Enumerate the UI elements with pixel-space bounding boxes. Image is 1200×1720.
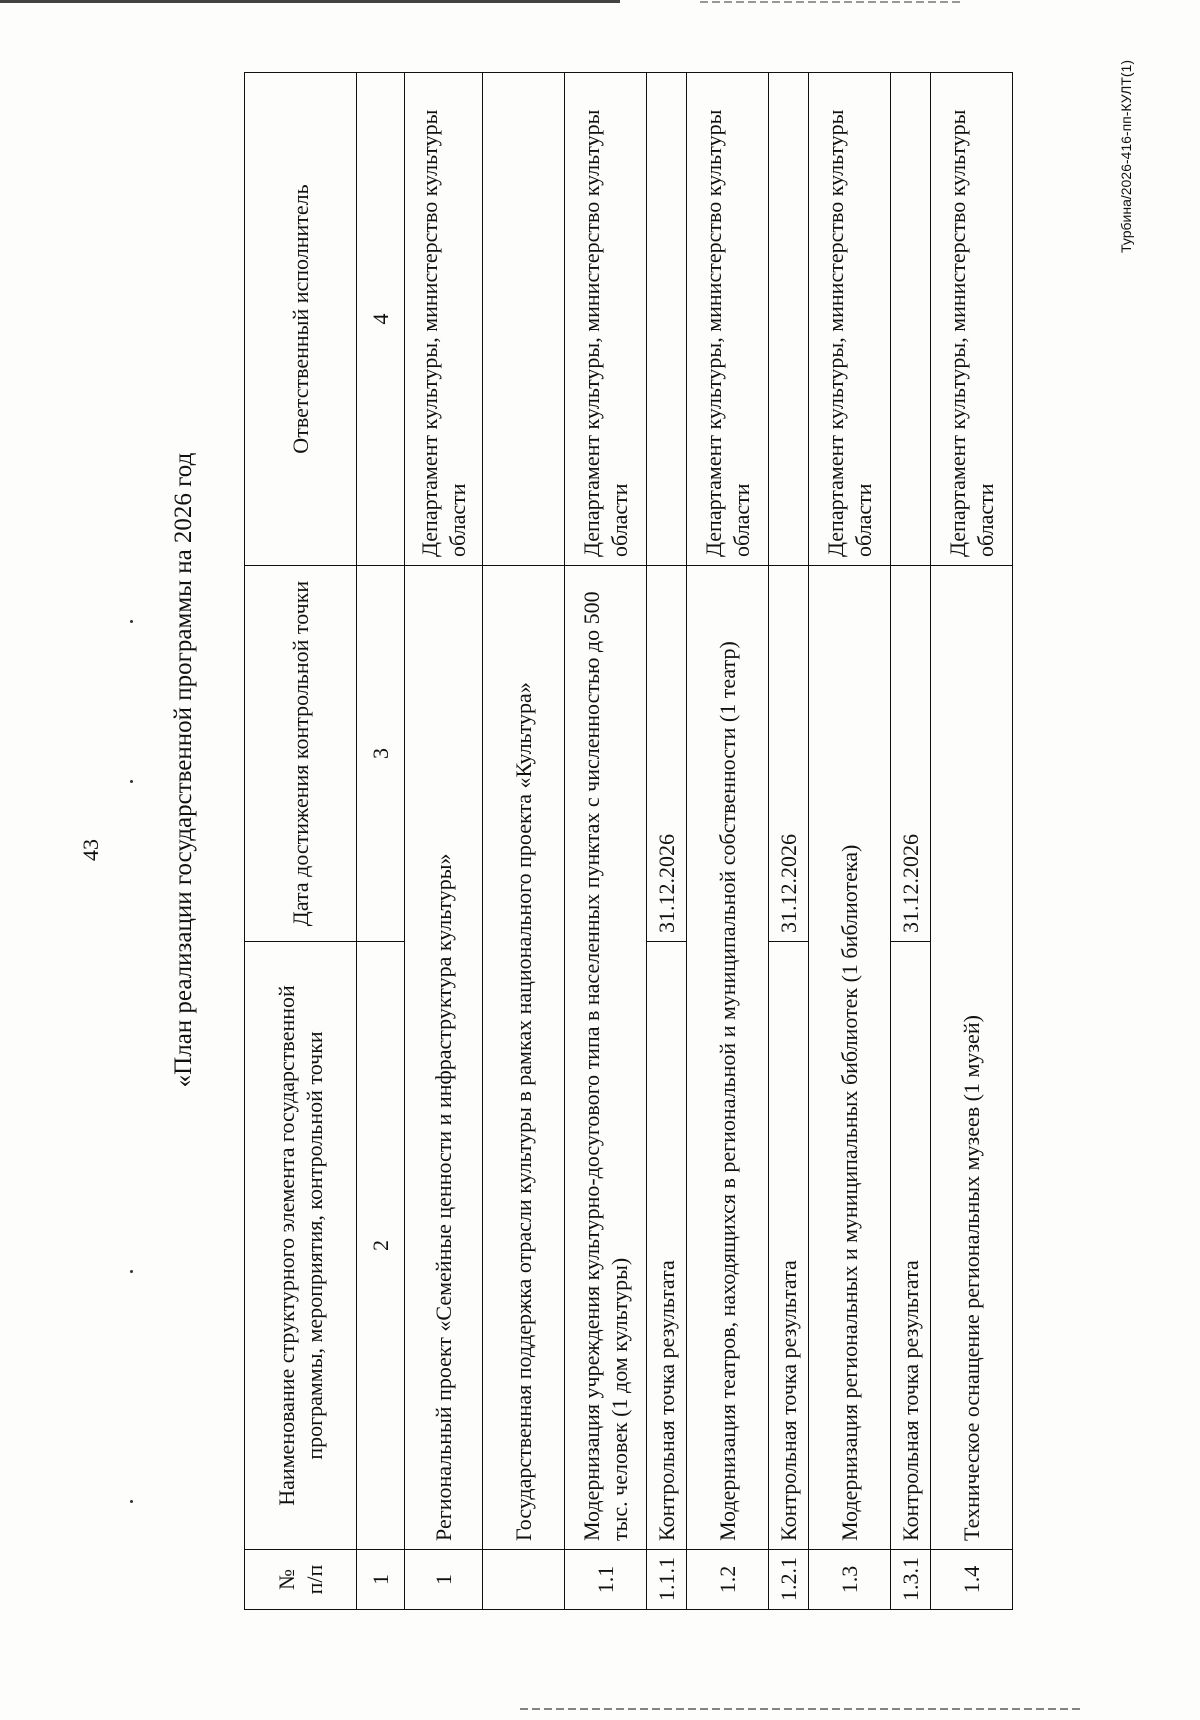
row-num: 1.2.1 — [769, 1550, 809, 1610]
table-row — [809, 73, 891, 1610]
page-number: 43 — [78, 839, 103, 861]
row-executor: Департамент культуры, министерство культуры области — [405, 73, 483, 566]
row-executor — [647, 73, 687, 566]
row-num: 1.1 — [565, 1550, 647, 1610]
row-date: 31.12.2026 — [891, 566, 931, 942]
row-executor: Департамент культуры, министерство культуры области — [931, 73, 1013, 566]
row-name: Модернизация региональных и муниципальных библиотек (1 библиотека) — [809, 566, 891, 1550]
header-num: № п/п — [245, 1550, 357, 1610]
header-row — [245, 73, 357, 1610]
header-number-1: 1 — [357, 1550, 405, 1610]
header-number-4: 4 — [357, 73, 405, 566]
row-executor: Департамент культуры, министерство культуры области — [565, 73, 647, 566]
row-executor: Департамент культуры, министерство культуры области — [687, 73, 769, 566]
row-num — [483, 1550, 565, 1610]
row-num: 1.3 — [809, 1550, 891, 1610]
row-date: 31.12.2026 — [769, 566, 809, 942]
header-name: Наименование структурного элемента государственной программы, мероприятия, контрольной точки — [245, 942, 357, 1550]
header-number-2: 2 — [357, 942, 405, 1550]
table-row — [647, 73, 687, 1610]
table-row — [931, 73, 1013, 1610]
row-name: Контрольная точка результата — [769, 942, 809, 1550]
row-name: Государственная поддержка отрасли культуры в рамках национального проекта «Культура» — [483, 566, 565, 1550]
row-num: 1.4 — [931, 1550, 1013, 1610]
table-row — [483, 73, 565, 1610]
row-name: Модернизация театров, находящихся в региональной и муниципальной собственности (1 театр) — [687, 566, 769, 1550]
row-num: 1.3.1 — [891, 1550, 931, 1610]
header-numbers-row — [357, 73, 405, 1610]
table-row — [405, 73, 483, 1610]
row-executor — [891, 73, 931, 566]
row-name: Модернизация учреждения культурно-досугового типа в населенных пунктах с численностью до 500 тыс. человек (1 дом культуры) — [565, 566, 647, 1550]
table-row — [687, 73, 769, 1610]
plan-table — [244, 72, 1013, 1610]
table-row — [769, 73, 809, 1610]
row-name: Региональный проект «Семейные ценности и инфраструктура культуры» — [405, 566, 483, 1550]
row-date: 31.12.2026 — [647, 566, 687, 942]
row-name: Техническое оснащение региональных музеев (1 музей) — [931, 566, 1013, 1550]
row-num: 1.2 — [687, 1550, 769, 1610]
row-executor — [769, 73, 809, 566]
table-row — [565, 73, 647, 1610]
document-title: «План реализации государственной программы на 2026 год — [170, 452, 197, 1088]
row-executor: Департамент культуры, министерство культуры области — [809, 73, 891, 566]
header-date: Дата достижения контрольной точки — [245, 566, 357, 942]
row-num: 1 — [405, 1550, 483, 1610]
row-name: Контрольная точка результата — [891, 942, 931, 1550]
row-executor — [483, 73, 565, 566]
footer-document-code: Турбина/2026-416-пп-КУЛТ(1) — [1118, 60, 1134, 253]
row-num: 1.1.1 — [647, 1550, 687, 1610]
header-number-3: 3 — [357, 566, 405, 942]
row-name: Контрольная точка результата — [647, 942, 687, 1550]
table-row — [891, 73, 931, 1610]
header-executor: Ответственный исполнитель — [245, 73, 357, 566]
